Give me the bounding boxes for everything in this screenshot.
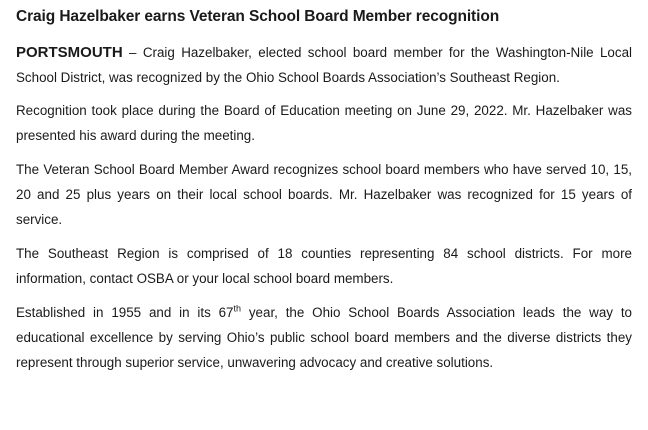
press-release bbox=[16, 6, 632, 384]
osba-text-start: Established in 1955 and in its 67 bbox=[16, 305, 234, 320]
paragraph-region: The Southeast Region is comprised of 18 counties representing 84 school districts. For more information, contact OSBA or your local school board members. bbox=[16, 246, 632, 286]
osba-text-end: year, the Ohio School Boards Association leads the way to educational excellence by serving Ohio’s public school board members and the diverse districts they represent through superior service, unwavering advocacy and creative solutions. bbox=[16, 305, 632, 370]
paragraph-intro bbox=[16, 40, 632, 90]
ordinal-suffix: th bbox=[233, 303, 242, 314]
paragraph-award: The Veteran School Board Member Award recognizes school board members who have served 10, 15, 20 and 25 plus years on their local school boards. Mr. Hazelbaker was recognized for 15 years of service. bbox=[16, 162, 632, 227]
paragraph-recognition: Recognition took place during the Board of Education meeting on June 29, 2022. Mr. Hazelbaker was presented his award during the meeting. bbox=[16, 103, 632, 143]
headline: Craig Hazelbaker earns Veteran School Board Member recognition bbox=[16, 8, 500, 25]
paragraph-osba bbox=[16, 300, 632, 375]
intro-text: – Craig Hazelbaker, elected school board member for the Washington-Nile Local School District, was recognized by the Ohio School Boards Association’s Southeast Region. bbox=[16, 45, 632, 85]
dateline: PORTSMOUTH bbox=[16, 44, 123, 61]
